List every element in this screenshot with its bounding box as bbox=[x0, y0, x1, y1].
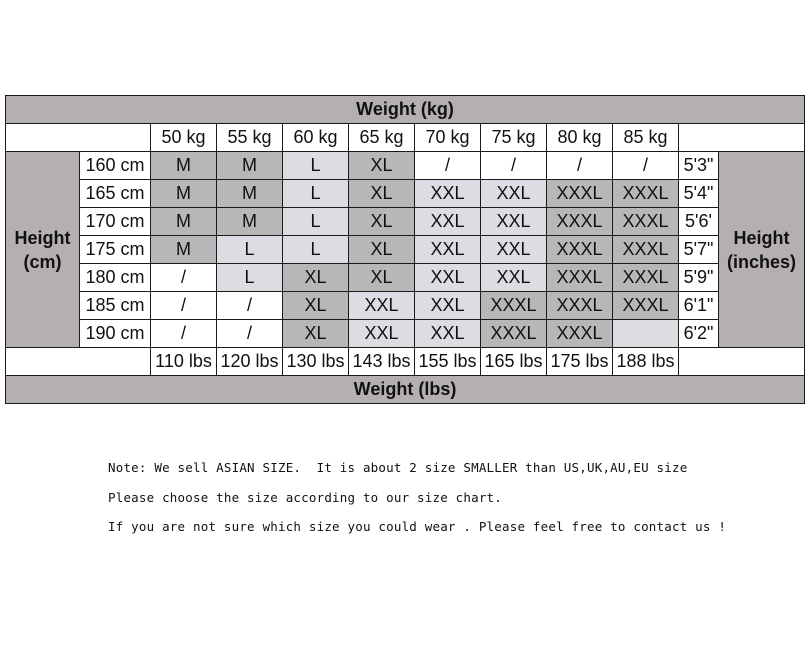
height-cm-cell: 175 cm bbox=[80, 236, 151, 264]
size-cell: XXXL bbox=[613, 180, 679, 208]
size-cell: XXL bbox=[481, 180, 547, 208]
height-cm-cell: 180 cm bbox=[80, 264, 151, 292]
height-cm-cell: 160 cm bbox=[80, 152, 151, 180]
size-cell: XL bbox=[349, 180, 415, 208]
size-cell: M bbox=[151, 236, 217, 264]
size-cell: L bbox=[283, 152, 349, 180]
kg-header-cell: 50 kg bbox=[151, 124, 217, 152]
lbs-header-cell: 110 lbs bbox=[151, 348, 217, 376]
lbs-header-row bbox=[6, 348, 805, 376]
size-cell: XXXL bbox=[547, 236, 613, 264]
height-cm-cell: 185 cm bbox=[80, 292, 151, 320]
lbs-header-blank-left bbox=[6, 348, 151, 376]
size-cell: XXL bbox=[481, 264, 547, 292]
size-cell: / bbox=[547, 152, 613, 180]
size-cell: / bbox=[415, 152, 481, 180]
height-inch-cell: 6'2" bbox=[679, 320, 719, 348]
height-cm-cell: 190 cm bbox=[80, 320, 151, 348]
size-cell: XL bbox=[349, 264, 415, 292]
lbs-header-cell: 155 lbs bbox=[415, 348, 481, 376]
size-cell: / bbox=[151, 320, 217, 348]
size-cell: XL bbox=[283, 292, 349, 320]
size-cell: L bbox=[217, 264, 283, 292]
lbs-header-cell: 175 lbs bbox=[547, 348, 613, 376]
size-cell: / bbox=[217, 320, 283, 348]
size-cell: XXL bbox=[349, 292, 415, 320]
size-cell: M bbox=[217, 208, 283, 236]
size-cell: XL bbox=[283, 264, 349, 292]
lbs-title-row bbox=[6, 376, 805, 404]
size-cell: XXXL bbox=[547, 320, 613, 348]
size-cell: XXL bbox=[481, 208, 547, 236]
size-cell: XXXL bbox=[613, 264, 679, 292]
size-cell: / bbox=[151, 264, 217, 292]
size-cell: L bbox=[283, 180, 349, 208]
note-line-3: If you are not sure which size you could wear . Please feel free to contact us ! bbox=[108, 519, 727, 534]
size-cell: / bbox=[481, 152, 547, 180]
kg-header-cell: 85 kg bbox=[613, 124, 679, 152]
note-line-2: Please choose the size according to our size chart. bbox=[108, 490, 503, 505]
height-cm-label: Height (cm) bbox=[6, 152, 80, 348]
size-cell: XXXL bbox=[613, 208, 679, 236]
weight-lbs-title: Weight (lbs) bbox=[6, 376, 805, 404]
size-cell: / bbox=[613, 152, 679, 180]
note-line-1: Note: We sell ASIAN SIZE. It is about 2 size SMALLER than US,UK,AU,EU size bbox=[108, 460, 688, 475]
height-inch-cell: 6'1" bbox=[679, 292, 719, 320]
lbs-header-cell: 165 lbs bbox=[481, 348, 547, 376]
kg-header-cell: 80 kg bbox=[547, 124, 613, 152]
size-cell: XXL bbox=[415, 292, 481, 320]
lbs-header-cell: 188 lbs bbox=[613, 348, 679, 376]
size-cell: XXXL bbox=[547, 180, 613, 208]
kg-header-cell: 75 kg bbox=[481, 124, 547, 152]
size-cell: XL bbox=[349, 236, 415, 264]
size-cell: XXL bbox=[415, 208, 481, 236]
kg-header-blank-right bbox=[679, 124, 805, 152]
size-row bbox=[6, 152, 805, 180]
size-row bbox=[6, 180, 805, 208]
kg-header-cell: 60 kg bbox=[283, 124, 349, 152]
size-cell: L bbox=[283, 208, 349, 236]
kg-title-row bbox=[6, 96, 805, 124]
size-cell: XXL bbox=[415, 320, 481, 348]
size-row bbox=[6, 320, 805, 348]
size-chart-table bbox=[5, 95, 805, 404]
height-cm-cell: 170 cm bbox=[80, 208, 151, 236]
kg-header-cell: 65 kg bbox=[349, 124, 415, 152]
height-inch-cell: 5'4" bbox=[679, 180, 719, 208]
size-row bbox=[6, 236, 805, 264]
size-cell: / bbox=[217, 292, 283, 320]
size-cell: XXL bbox=[481, 236, 547, 264]
size-cell: M bbox=[151, 152, 217, 180]
lbs-header-cell: 130 lbs bbox=[283, 348, 349, 376]
height-inch-cell: 5'9" bbox=[679, 264, 719, 292]
lbs-header-cell: 143 lbs bbox=[349, 348, 415, 376]
lbs-header-blank-right bbox=[679, 348, 805, 376]
size-row bbox=[6, 264, 805, 292]
size-cell: XXXL bbox=[547, 292, 613, 320]
height-inch-cell: 5'6' bbox=[679, 208, 719, 236]
size-cell: XXXL bbox=[481, 292, 547, 320]
size-cell: M bbox=[151, 208, 217, 236]
height-inch-cell: 5'3" bbox=[679, 152, 719, 180]
size-cell: XL bbox=[349, 152, 415, 180]
height-inches-label: Height (inches) bbox=[719, 152, 805, 348]
height-cm-cell: 165 cm bbox=[80, 180, 151, 208]
size-cell: XXL bbox=[349, 320, 415, 348]
size-cell: M bbox=[151, 180, 217, 208]
size-cell: XXXL bbox=[613, 236, 679, 264]
size-cell: M bbox=[217, 180, 283, 208]
height-inch-cell: 5'7" bbox=[679, 236, 719, 264]
size-cell bbox=[613, 320, 679, 348]
size-cell: M bbox=[217, 152, 283, 180]
size-chart-body bbox=[6, 96, 805, 404]
size-cell: XXL bbox=[415, 264, 481, 292]
size-cell: XXL bbox=[415, 180, 481, 208]
size-cell: XXXL bbox=[613, 292, 679, 320]
kg-header-cell: 55 kg bbox=[217, 124, 283, 152]
kg-header-blank-left bbox=[6, 124, 151, 152]
size-row bbox=[6, 292, 805, 320]
size-cell: XXXL bbox=[481, 320, 547, 348]
kg-header-cell: 70 kg bbox=[415, 124, 481, 152]
size-cell: XXXL bbox=[547, 208, 613, 236]
size-cell: XL bbox=[349, 208, 415, 236]
size-cell: XXXL bbox=[547, 264, 613, 292]
size-cell: L bbox=[217, 236, 283, 264]
size-cell: XL bbox=[283, 320, 349, 348]
size-cell: L bbox=[283, 236, 349, 264]
weight-kg-title: Weight (kg) bbox=[6, 96, 805, 124]
lbs-header-cell: 120 lbs bbox=[217, 348, 283, 376]
size-row bbox=[6, 208, 805, 236]
size-cell: / bbox=[151, 292, 217, 320]
kg-header-row bbox=[6, 124, 805, 152]
size-cell: XXL bbox=[415, 236, 481, 264]
